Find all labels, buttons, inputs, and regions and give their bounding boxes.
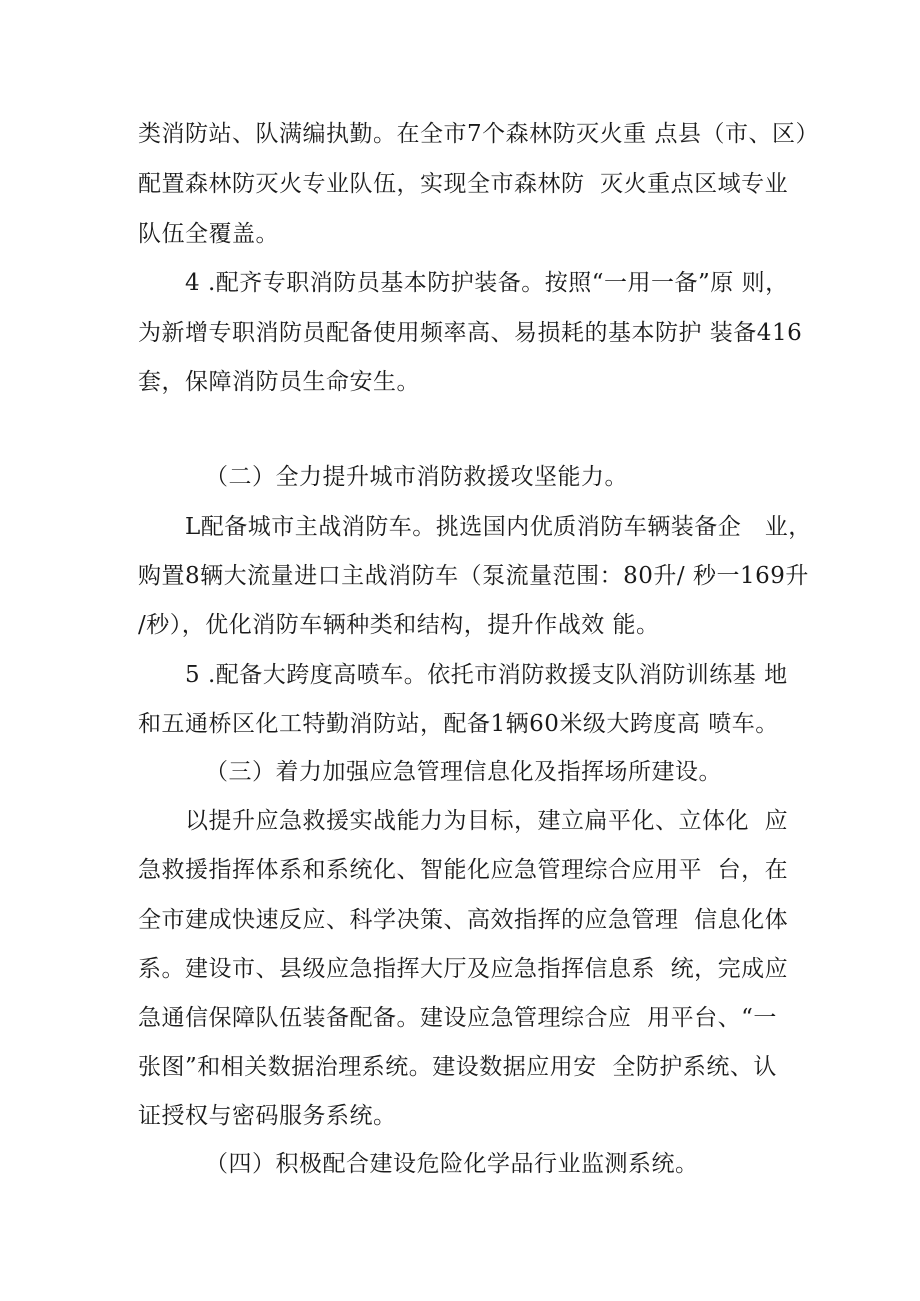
text-line-4: 4 .配齐专职消防员基本防护装备。按照“一用一备”原 则， <box>185 270 789 296</box>
text-line-5: 为新增专职消防员配备使用频率高、易损耗的基本防护 装备416 <box>138 320 803 346</box>
text-line-20: 证授权与密码服务系统。 <box>138 1103 397 1129</box>
text-line-9: 购置8辆大流量进口主战消防车（泵流量范围：80升/ 秒一169升 <box>138 563 809 589</box>
text-line-12: 和五通桥区化工特勤消防站，配备1辆60米级大跨度高 喷车。 <box>138 711 779 737</box>
text-line-19: 张图”和相关数据治理系统。建设数据应用安 全防护系统、认 <box>138 1054 777 1080</box>
text-line-16: 全市建成快速反应、科学决策、高效指挥的应急管理 信息化体 <box>138 907 789 933</box>
text-line-14: 以提升应急救援实战能力为目标，建立扁平化、立体化 应 <box>185 808 789 834</box>
text-line-3: 队伍全覆盖。 <box>138 221 279 247</box>
text-line-11: 5 .配备大跨度高喷车。依托市消防救援支队消防训练基 地 <box>185 662 788 688</box>
text-line-15: 急救援指挥体系和系统化、智能化应急管理综合应用平 台，在 <box>138 857 789 883</box>
text-line-8: L配备城市主战消防车。挑选国内优质消防车辆装备企 业， <box>185 514 812 540</box>
section-heading-3: （三）着力加强应急管理信息化及指挥场所建设。 <box>205 759 722 785</box>
text-line-18: 急通信保障队伍装备配备。建设应急管理综合应 用平台、“一 <box>138 1005 777 1031</box>
text-line-6: 套，保障消防员生命安生。 <box>138 369 420 395</box>
text-line-10: /秒），优化消防车辆种类和结构，提升作战效 能。 <box>138 612 660 638</box>
text-line-17: 系。建设市、县级应急指挥大厅及应急指挥信息系 统，完成应 <box>138 956 789 982</box>
text-line-2: 配置森林防灭火专业队伍，实现全市森林防 灭火重点区域专业 <box>138 171 789 197</box>
section-heading-4: （四）积极配合建设危险化学品行业监测系统。 <box>205 1151 699 1177</box>
text-line-1: 类消防站、队满编执勤。在全市7个森林防灭火重 点县（市、区） <box>138 121 819 147</box>
section-heading-2: （二）全力提升城市消防救援攻坚能力。 <box>205 464 628 490</box>
